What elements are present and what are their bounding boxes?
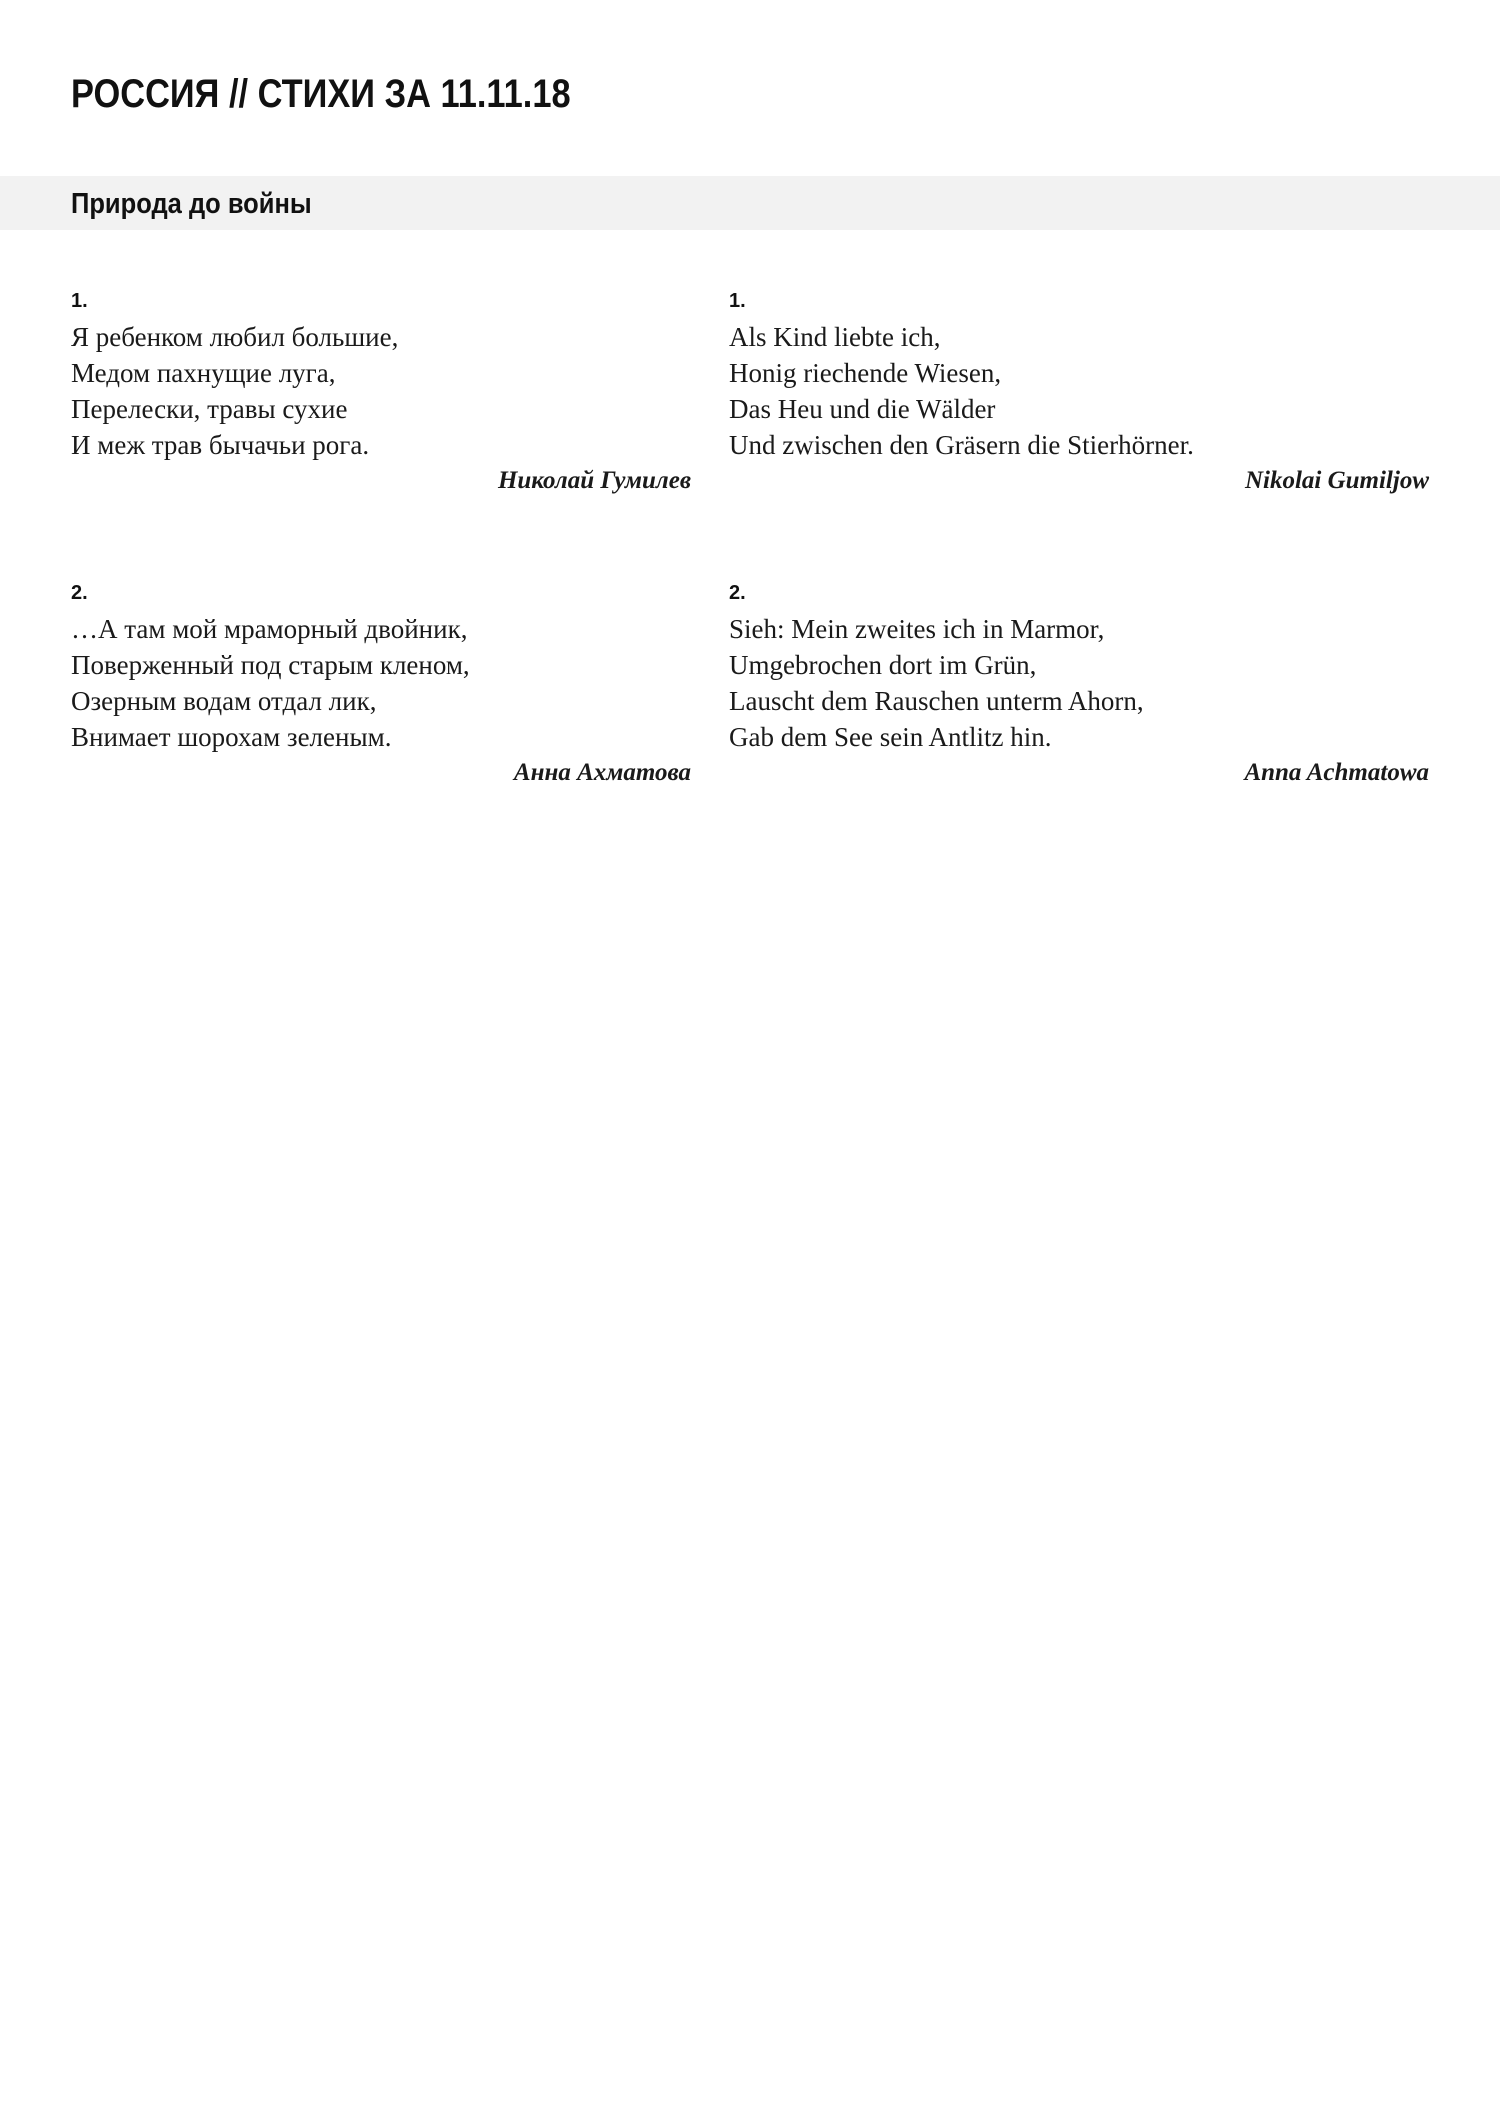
poem-number: 1. <box>71 290 88 312</box>
poem-line: …А там мой мраморный двойник, <box>71 614 468 644</box>
poem-line: Gab dem See sein Antlitz hin. <box>729 722 1052 752</box>
poem-line: Внимает шорохам зеленым. <box>71 722 392 752</box>
poem-line: Перелески, травы сухие <box>71 394 348 424</box>
poem-line: Als Kind liebte ich, <box>729 322 941 352</box>
poem-line: Umgebrochen dort im Grün, <box>729 650 1037 680</box>
poem-author: Nikolai Gumiljow <box>1244 467 1429 494</box>
poem-line: И меж трав бычачьи рога. <box>71 430 370 460</box>
poem-line: Sieh: Mein zweites ich in Marmor, <box>729 614 1105 644</box>
poem-2-russian <box>71 581 691 791</box>
poem-line: Und zwischen den Gräsern die Stierhörner. <box>729 430 1194 460</box>
poem-line: Lauscht dem Rauschen unterm Ahorn, <box>729 686 1144 716</box>
poem-1-russian <box>71 289 691 499</box>
poem-line: Медом пахнущие луга, <box>71 358 336 388</box>
poem-author: Анна Ахматова <box>513 759 691 786</box>
poem-1-german <box>729 289 1429 499</box>
poem-line: Поверженный под старым кленом, <box>71 650 470 680</box>
page-title: РОССИЯ // СТИХИ ЗА 11.11.18 <box>71 72 571 116</box>
poem-number: 1. <box>729 290 746 312</box>
poem-number: 2. <box>729 582 746 604</box>
poem-2-german <box>729 581 1429 791</box>
poem-number: 2. <box>71 582 88 604</box>
poem-line: Озерным водам отдал лик, <box>71 686 377 716</box>
poem-author: Anna Achmatowa <box>1244 759 1429 786</box>
poem-line: Das Heu und die Wälder <box>729 394 996 424</box>
poem-author: Николай Гумилев <box>497 467 691 494</box>
section-title: Природа до войны <box>71 188 312 220</box>
poem-line: Honig riechende Wiesen, <box>729 358 1002 388</box>
poem-line: Я ребенком любил большие, <box>71 322 399 352</box>
